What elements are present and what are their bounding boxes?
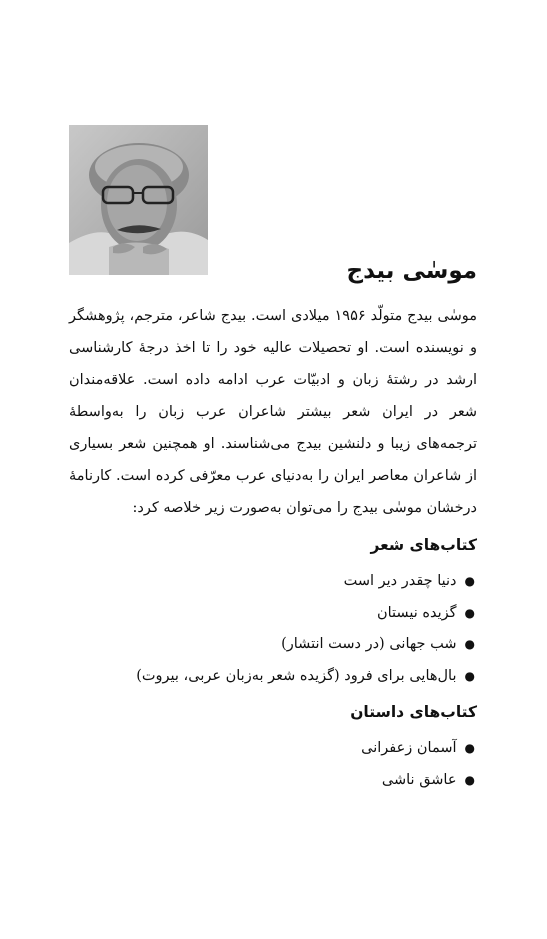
book-title: آسمان زعفرانی [361,740,457,756]
bullet-icon: ● [464,637,475,651]
list-item [361,733,475,765]
author-bio: موسٰی بیدج متولّد ۱۹۵۶ میلادی است. بیدج شاعر، مترجم، پژوهشگر و نویسنده است. او تحصیلات عالیه خود را تا اخذ درجهٔ کارشناسی ارشد در رشتهٔ زبان و ادبیّات عرب ادامه داده است. علاقه‌مندان شعر در ایران شعر بیشتر شاعران عرب زبان را به‌واسطهٔ ترجمه‌های زیبا و دلنشین بیدج می‌شناسند. او همچنین شعر بسیاری از شاعران معاصر ایران را به‌دنیای عرب معرّفی کرده است. کارنامهٔ درخشان موسٰی بیدج را می‌توان به‌صورت زیر خلاصه کرد: [69,308,477,516]
book-title: عاشق ناشی [381,771,457,788]
bullet-icon: ● [464,668,475,683]
book-title: بال‌هایی برای فرود (گزیده شعر به‌زبان عربی، بیروت) [136,667,457,684]
fiction-book-list [361,733,475,796]
book-title: گزیده نیستان [376,604,457,621]
list-item [361,765,475,797]
author-name: موسٰی بیدج [346,258,477,284]
list-item [136,629,475,661]
poetry-book-list [136,566,475,692]
section-title-fiction: کتاب‌های داستان [350,703,477,721]
bullet-icon: ● [464,605,475,620]
book-title: شب جهانی (در دست انتشار) [281,636,457,652]
list-item [136,566,475,598]
section-title-poetry: کتاب‌های شعر [370,536,477,554]
author-photo [69,125,208,275]
list-item [136,661,475,693]
bullet-icon: ● [464,574,475,588]
book-title: دنیا چقدر دیر است [343,573,457,589]
bullet-icon: ● [464,772,475,787]
author-portrait-icon [69,125,208,275]
list-item [136,598,475,630]
bullet-icon: ● [464,741,475,755]
